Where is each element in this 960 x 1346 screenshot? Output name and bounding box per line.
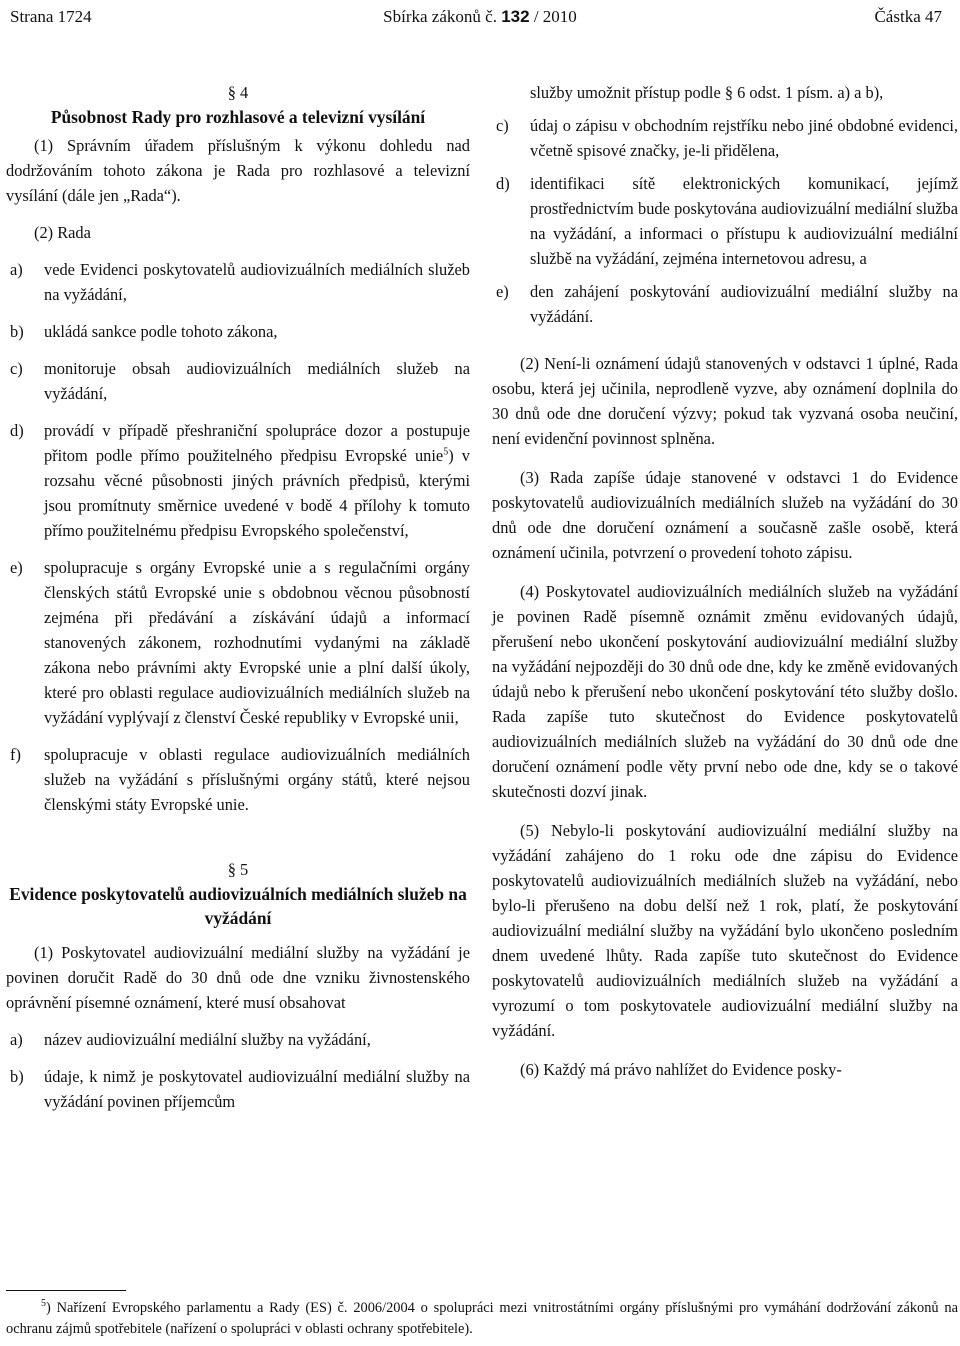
section-5-item-a: a) název audiovizuální mediální služby na vyžádání, [10, 1030, 371, 1049]
section-5-paragraph-1: (1) Poskytovatel audiovizuální mediální služby na vyžádání je povinen doručit Radě do 30 dnů ode dne vzniku živnostenského oprávnění písemné oznámení, které musí obsahovat [6, 943, 470, 1012]
footnote [6, 1298, 958, 1340]
section-5-paragraph-4: (4) Poskytovatel audiovizuálních mediálních služeb na vyžádání je povinen Radě písemně oznámit změnu evidovaných údajů, přerušení nebo ukončení poskytování audiovizuální mediální služby na vyžádání nejpozději do 30 dnů ode dne, kdy ke změně evidovaných údajů nebo k přerušení nebo ukončení poskytování této služby došlo. Rada zapíše tuto skutečnost do Evidence poskytovatelů audiovizuálních mediálních služeb na vyžádání do 30 dnů ode dne doručení oznámení podle věty první nebo ode dne, kdy se o takové skutečnosti dozví jinak. [492, 582, 958, 801]
section-5-item-d: d) identifikaci sítě elektronických komunikací, jejímž prostřednictvím bude poskytována audiovizuální mediální služba na vyžádání, a informaci o přístupu k audiovizuální mediální službě na vyžádání, zejména internetovou adresu, a [496, 174, 958, 268]
section-4-paragraph-1: (1) Správním úřadem příslušným k výkonu dohledu nad dodržováním tohoto zákona je Rada pro rozhlasové a televizní vysílání (dále jen „Rada“). [6, 136, 470, 205]
collection-year: / 2010 [533, 7, 577, 26]
section-4-item-b: b) ukládá sankce podle tohoto zákona, [10, 322, 278, 341]
collection-number: 132 [501, 7, 530, 26]
collection-title [0, 4, 960, 30]
section-5-number: § 5 [227, 860, 249, 879]
section-4-paragraph-2: (2) Rada [34, 223, 91, 242]
section-4-item-c: c) monitoruje obsah audiovizuálních mediálních služeb na vyžádání, [10, 359, 470, 403]
section-4-item-e: e) spolupracuje s orgány Evropské unie a s regulačními orgány členských států Evropské unie s obdobnou věcnou působností zejména při předávání a získávání údajů a informací stanovených zákonem, rozhodnutími vydanými na základě zákona nebo právními akty Evropské unie a plní další úkoly, které pro oblasti regulace audiovizuálních mediálních služeb na vyžádání vyplývají z členství České republiky v Evropské unii, [10, 558, 470, 727]
section-5-paragraph-6: (6) Každý má právo nahlížet do Evidence posky- [520, 1060, 842, 1079]
page-header [0, 4, 960, 32]
footnote-number: 5 [41, 1298, 46, 1310]
left-column [6, 80, 470, 1114]
section-5-paragraph-3: (3) Rada zapíše údaje stanovené v odstavci 1 do Evidence poskytovatelů audiovizuálních mediálních služeb na vyžádání do 30 dnů ode dne doručení oznámení a současně zašle osobě, která oznámení učinila, potvrzení o provedení tohoto zápisu. [492, 468, 958, 562]
section-5-item-e: e) den zahájení poskytování audiovizuální mediální služby na vyžádání. [496, 282, 958, 326]
section-4-title: Působnost Rady pro rozhlasové a televizní vysílání [50, 107, 426, 127]
section-5-item-b-continued: služby umožnit přístup podle § 6 odst. 1 písm. a) a b), [530, 83, 884, 102]
collection-prefix: Sbírka zákonů č. [383, 7, 497, 26]
page-number: Strana 1724 [10, 7, 92, 26]
footnote-text: ) Nařízení Evropského parlamentu a Rady (ES) č. 2006/2004 o spolupráci mezi vnitrostátními orgány příslušnými pro vymáhání dodržování zákonů na ochranu zájmů spotřebitele (nařízení o spolupráci v oblasti ochrany spotřebitele). [6, 1300, 958, 1337]
section-5-paragraph-2: (2) Není-li oznámení údajů stanovených v odstavci 1 úplné, Rada osobu, která jej učinila, neprodleně vyzve, aby oznámení doplnila do 30 dnů ode dne doručení výzvy; pokud tak vyzvaná osoba neučiní, není evidenční povinnost splněna. [492, 354, 958, 448]
section-5-paragraph-5: (5) Nebylo-li poskytování audiovizuální mediální služby na vyžádání zahájeno do 1 roku ode dne zápisu do Evidence poskytovatelů audiovizuálních mediálních služeb na vyžádání, nebo bylo-li přerušeno na dobu delší než 1 rok, platí, že poskytování audiovizuální mediální služby na vyžádání bylo ukončeno posledním dnem uvedené lhůty. Rada zapíše tuto skutečnost do Evidence poskytovatelů audiovizuálních mediálních služeb na vyžádání a vyrozumí o tom poskytovatele audiovizuální mediální služby na vyžádání. [492, 821, 958, 1040]
section-4-item-d: d) provádí v případě přeshraniční spolupráce dozor a postupuje přitom podle přímo použitelného předpisu Evropské unie$^5$) v rozsahu věcné působnosti jiných právních předpisů, kterými jsou promítnuty směrnice uvedené v bodě 4 přílohy k tomuto přímo použitelnému předpisu Evropského společenství, [10, 421, 470, 540]
section-5-item-b: b) údaje, k nimž je poskytovatel audiovizuální mediální služby na vyžádání povinen příjemcům [10, 1067, 470, 1111]
section-5-title: Evidence poskytovatelů audiovizuálních mediálních služeb na vyžádání [9, 884, 467, 928]
section-4-item-a: a) vede Evidenci poskytovatelů audiovizuálních mediálních služeb na vyžádání, [10, 260, 470, 304]
footnote-reference[interactable]: 5 [443, 446, 449, 458]
section-5-item-c: c) údaj o zápisu v obchodním rejstříku nebo jiné obdobné evidenci, včetně spisové značky, je-li přidělena, [496, 116, 958, 160]
footnote-divider [6, 1290, 126, 1291]
section-4-number: § 4 [227, 83, 249, 102]
right-column [492, 80, 958, 1082]
issue-number: Částka 47 [874, 7, 942, 26]
section-4-item-f: f) spolupracuje v oblasti regulace audiovizuálních mediálních služeb na vyžádání s příslušnými orgány států, které nejsou členskými státy Evropské unie. [10, 745, 470, 814]
